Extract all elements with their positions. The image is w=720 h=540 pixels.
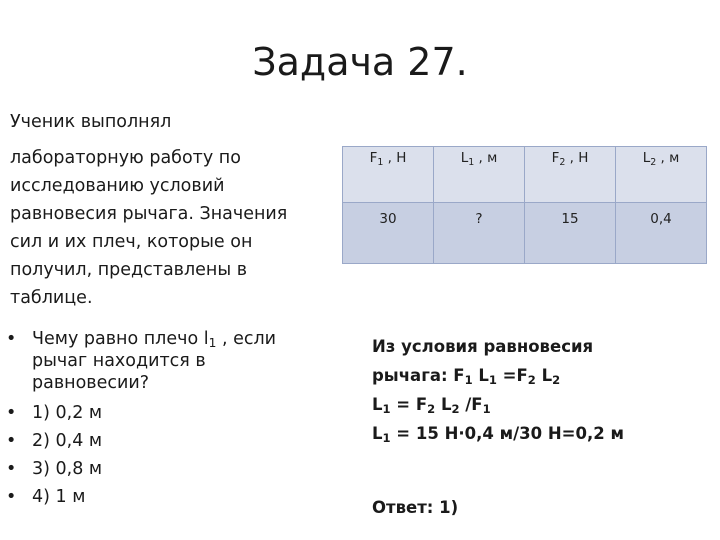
table-header-f1: $F_1$ , Н [343,147,434,203]
solution-line-2: рычага: $F_1$ $L_1 =F_2$ $L_2$ [372,366,561,387]
problem-line: получил, представлены в [10,260,248,280]
problem-line: таблице. [10,288,93,308]
bullet-icon: • [6,403,17,423]
table-row [343,203,707,264]
bullet-icon: • [6,431,17,451]
slide-title: Задача 27. [252,40,468,84]
question-list [0,328,322,514]
answer-option: • 1) 0,2 м [6,403,103,423]
solution-line-3: $L_1 = F_2$ $L_2$ $/F_1$ [372,395,491,416]
question-text: • Чему равно плечо $l_1$ , если рычаг находится в равновесии? [6,329,277,393]
problem-line: исследованию условий [10,176,225,196]
table-header-row [343,147,707,203]
table-cell-l2: 0,4 [616,203,707,264]
problem-line: равновесия рычага. Значения [10,204,288,224]
solution-block [372,332,712,448]
answer-text: Ответ: 1) [372,498,459,517]
problem-line: лабораторную работу по [10,148,241,168]
table-header-l2: $L_2$ , м [616,147,707,203]
data-table [342,146,707,264]
bullet-icon: • [6,487,17,507]
table-cell-l1: ? [434,203,525,264]
problem-line: сил и их плеч, которые он [10,232,253,252]
problem-statement [10,108,328,312]
problem-line: Ученик выполнял [10,112,172,132]
answer-option: • 4) 1 м [6,487,86,507]
table-cell-f1: 30 [343,203,434,264]
bullet-icon: • [6,459,17,479]
bullet-icon: • [6,329,17,349]
solution-line-1: Из условия равновесия [372,337,594,356]
table-cell-f2: 15 [525,203,616,264]
table-header-f2: $F_2$ , Н [525,147,616,203]
answer-option: • 2) 0,4 м [6,431,103,451]
answer-option: • 3) 0,8 м [6,459,103,479]
solution-line-4: $L_1 = 15$ Н·0,4 м/30 Н=0,2 м [372,424,624,445]
table-header-l1: $L_1$ , м [434,147,525,203]
